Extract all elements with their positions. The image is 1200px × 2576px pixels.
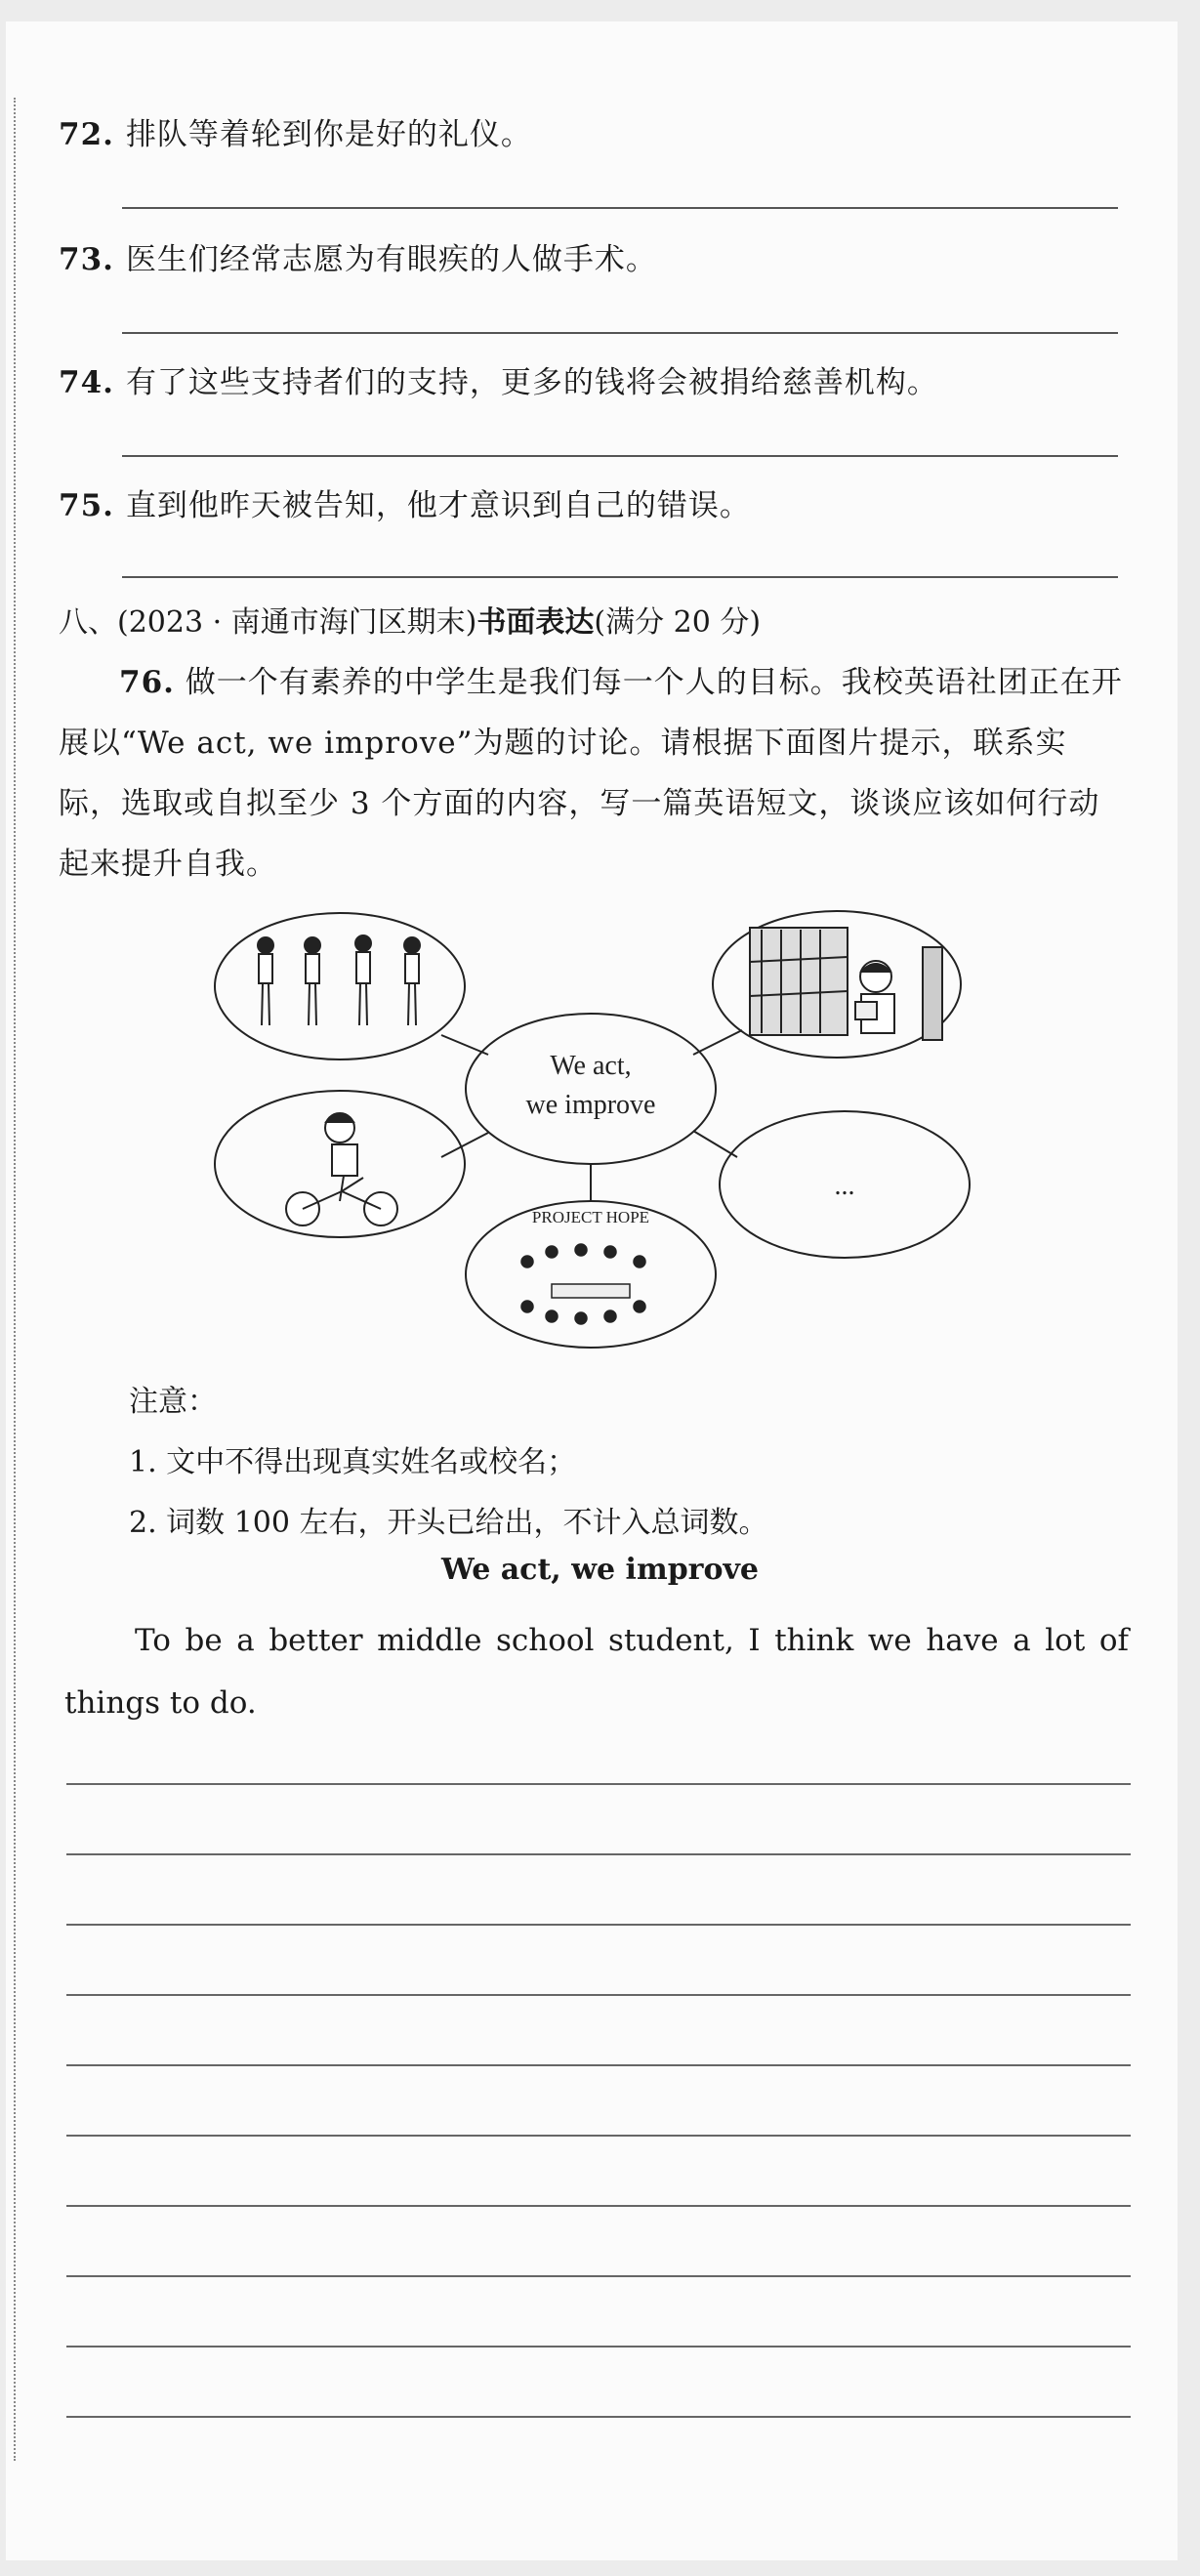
writing-line[interactable] [66,1924,1131,1926]
writing-line[interactable] [66,2346,1131,2347]
question-text: 医生们经常志愿为有眼疾的人做手术。 [125,242,657,277]
binding-margin [14,98,16,2461]
center-text-line2: we improve [525,1090,656,1120]
essay-opening: To be a better middle school student, I think we have a lot of things to do. [64,1623,1129,1721]
answer-line-73[interactable] [122,332,1118,334]
question-text: 排队等着轮到你是好的礼仪。 [125,117,532,152]
answer-line-75[interactable] [122,576,1118,578]
task-text: 做一个有素养的中学生是我们每一个人的目标。我校英语社团正在开展以“We act, we improve”为题的讨论。请根据下面图片提示，联系实际，选取或自拟至少 3 个方面的内容，写一篇英语短文，谈谈应该如何行动起来提升自我。 [59,665,1123,882]
project-hope-label: PROJECT HOPE [531,1208,650,1226]
mind-map-diagram [195,908,996,1357]
note-item-1: 1. 文中不得出现真实姓名或校名； [129,1445,577,1479]
writing-line[interactable] [66,2275,1131,2277]
question-text: 有了这些支持者们的支持，更多的钱将会被捐给慈善机构。 [125,365,938,400]
student-figure [305,937,320,1025]
writing-line[interactable] [66,1783,1131,1785]
writing-line[interactable] [66,2064,1131,2066]
task-number: 76. [119,665,175,700]
writing-line[interactable] [66,1994,1131,1996]
notes-heading: 注意： [129,1385,217,1419]
writing-line[interactable] [66,2135,1131,2137]
answer-line-74[interactable] [122,455,1118,457]
section-title: 书面表达 [476,605,595,640]
section-score: (满分 20 分) [594,605,762,640]
question-number: 75. [59,488,114,523]
question-number: 72. [59,117,114,152]
student-figure [404,937,420,1025]
queue-ellipse [215,913,465,1059]
question-73 [59,234,657,278]
student-figure [355,935,371,1025]
writing-line[interactable] [66,2205,1131,2207]
task-paragraph [59,652,1123,894]
project-hope-illustration [521,1244,645,1324]
essay-title: We act, we improve [440,1553,760,1587]
cycling-illustration [286,1113,397,1226]
reading-illustration [750,928,942,1040]
question-74 [59,357,938,401]
student-figure [258,937,273,1025]
question-number: 74. [59,365,114,400]
blank-ellipsis-text: ... [834,1171,855,1201]
question-number: 73. [59,242,114,277]
connector-line [441,1133,488,1157]
writing-line[interactable] [66,1853,1131,1855]
writing-line[interactable] [66,2416,1131,2418]
note-item-2: 2. 词数 100 左右，开头已给出，不计入总词数。 [129,1506,768,1540]
section-prefix: 八、(2023 · 南通市海门区期末) [59,605,477,640]
question-text: 直到他昨天被告知，他才意识到自己的错误。 [125,488,751,523]
center-ellipse [466,1014,716,1164]
connector-line [693,1030,742,1055]
center-text-line1: We act, [550,1051,632,1081]
queue-people-illustration [258,935,420,1025]
question-72 [59,109,532,153]
section-heading [59,598,761,641]
answer-line-72[interactable] [122,207,1118,209]
question-75 [59,480,751,524]
